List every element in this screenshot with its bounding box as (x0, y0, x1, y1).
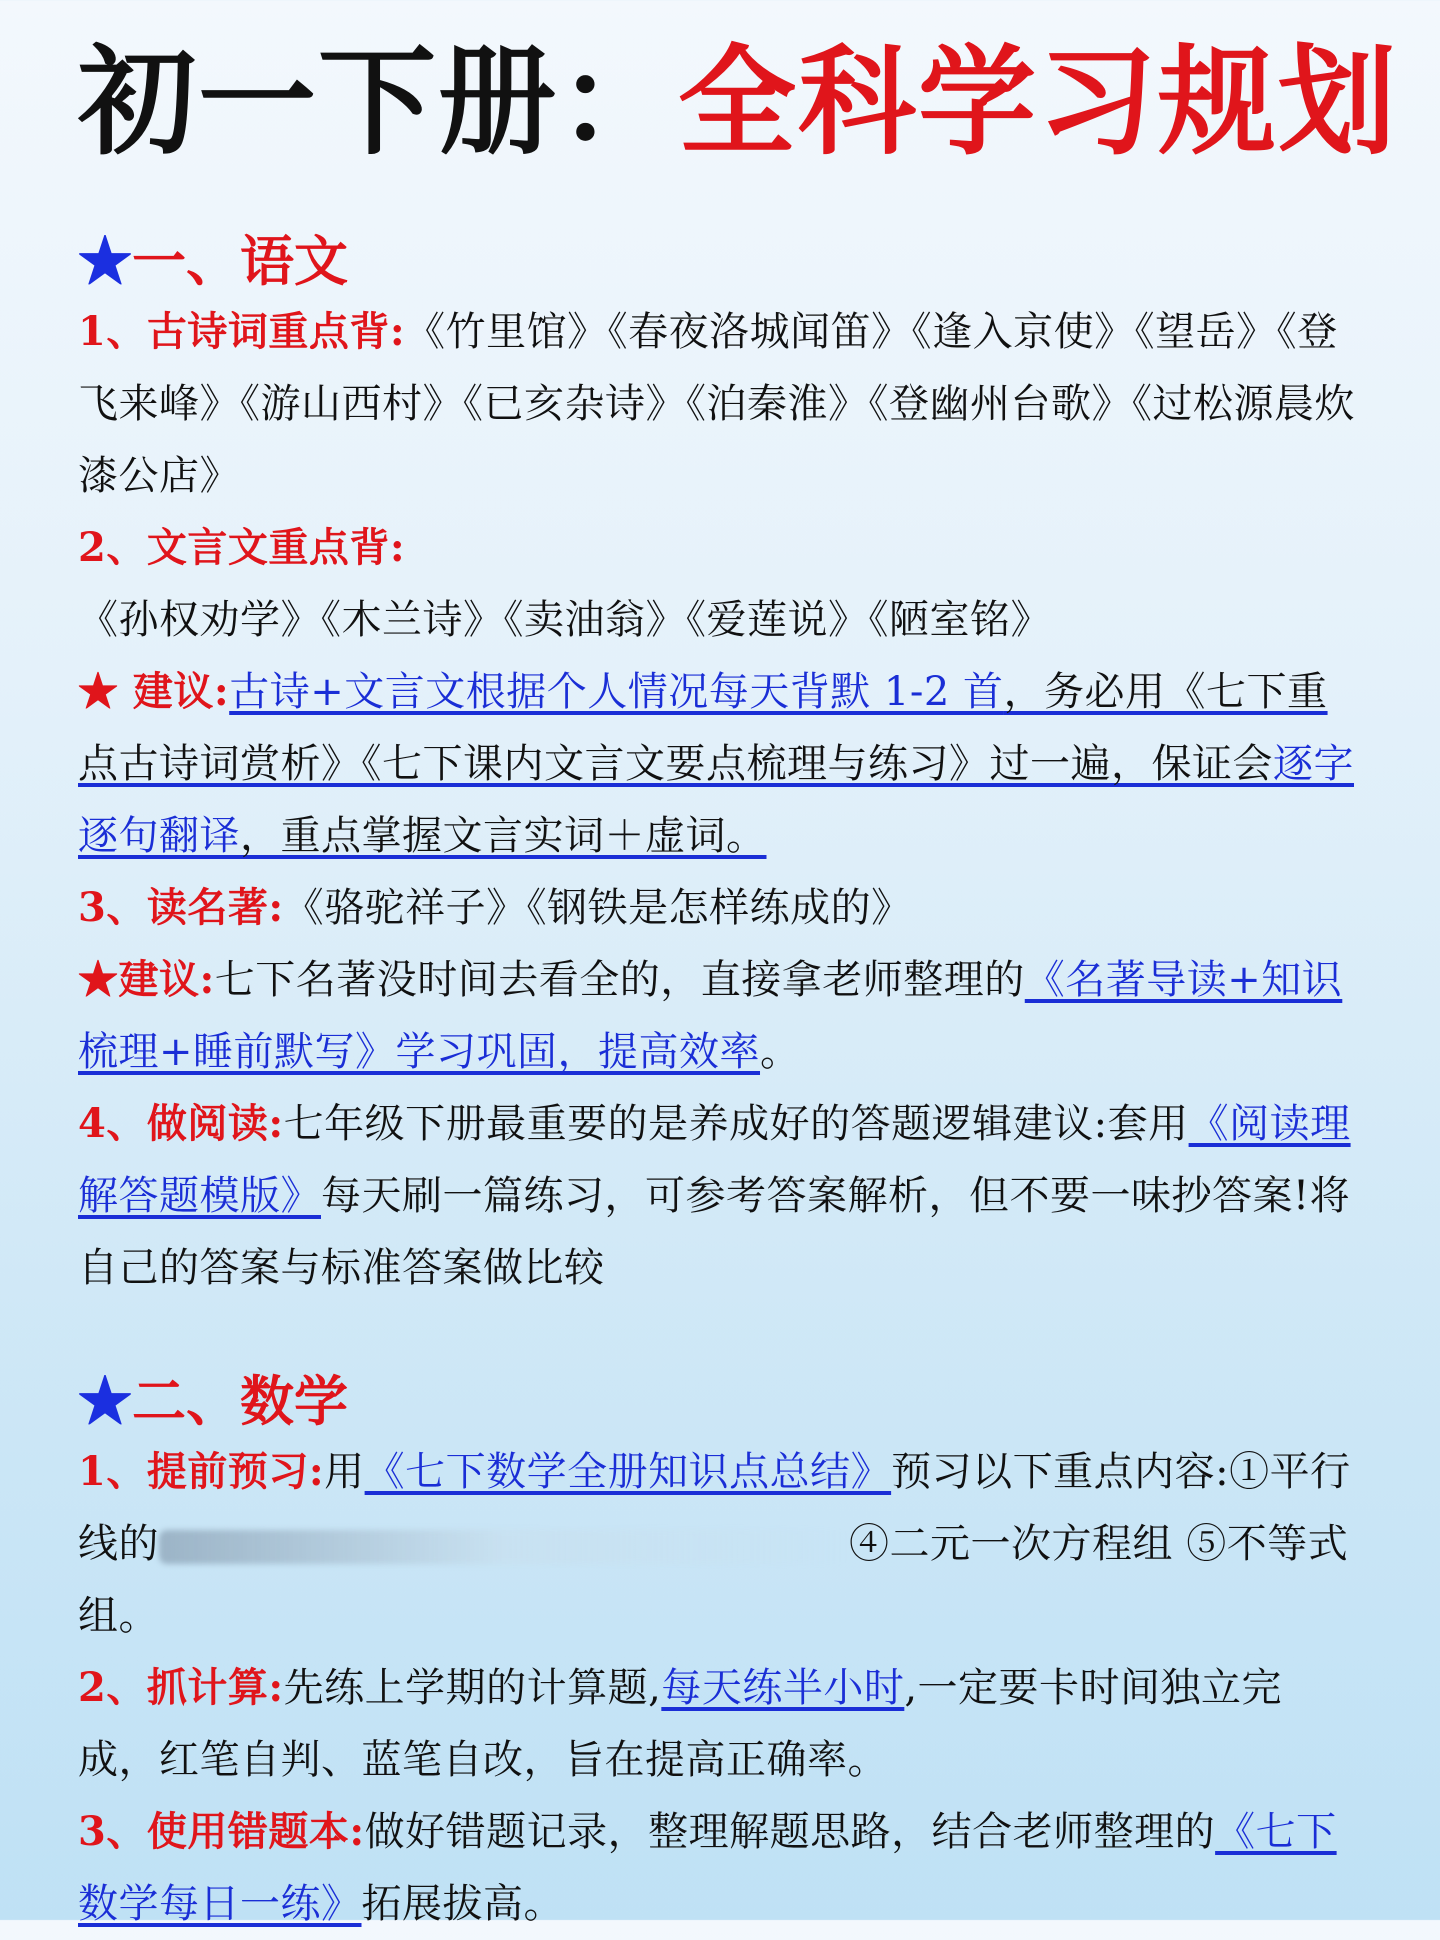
item-text: 七年级下册最重要的是养成好的答题逻辑建议:套用 (283, 1101, 1189, 1147)
advice-link-translate[interactable]: 逐字逐句翻译 (78, 741, 1354, 859)
item-label: 3、读名著: (78, 884, 284, 931)
item-link[interactable]: 《七下数学每日一练》 (78, 1809, 1337, 1927)
chinese-advice-1 (78, 656, 1362, 872)
chinese-item-poems (78, 296, 1362, 512)
advice-text: ，务必用《七下重点古诗词赏析》《七下课内文言文要点梳理与练习》过一遍，保证会 (78, 669, 1328, 787)
section-heading-chinese (78, 226, 1362, 296)
item-text: 《孙权劝学》《木兰诗》《卖油翁》《爱莲说》《陋室铭》 (78, 597, 1051, 643)
section-title: 一、语文 (132, 229, 348, 293)
item-label: 3、使用错题本: (78, 1808, 365, 1855)
item-text: 先练上学期的计算题, (283, 1665, 662, 1711)
advice-link[interactable]: 古诗+文言文根据个人情况每天背默 1-2 首 (229, 669, 1004, 715)
star-icon: ★ (78, 1369, 132, 1433)
item-label: 2、文言文重点背: (78, 524, 406, 571)
item-label: 2、抓计算: (78, 1664, 284, 1711)
page-title (78, 0, 1399, 172)
advice-text-end: ，重点掌握文言实词＋虚词。 (240, 813, 767, 859)
chinese-item-classical (78, 512, 1362, 656)
advice-label: ★建议: (78, 956, 215, 1003)
item-link[interactable]: 每天练半小时 (661, 1665, 905, 1711)
item-text: 做好错题记录，整理解题思路，结合老师整理的 (364, 1809, 1216, 1855)
item-link[interactable]: 《七下数学全册知识点总结》 (364, 1449, 892, 1495)
math-item-preview (78, 1436, 1362, 1652)
title-prefix: 初一下册： (78, 33, 679, 171)
chinese-item-reading (78, 1088, 1362, 1304)
advice-link[interactable]: 《名著导读+知识梳理+睡前默写》学习巩固，提高效率 (78, 957, 1343, 1075)
math-item-mistakes (78, 1796, 1362, 1940)
item-text-end: 每天刷一篇练习，可参考答案解析，但不要一味抄答案!将自己的答案与标准答案做比较 (78, 1173, 1351, 1291)
item-text-after-blur: ④二元一次方程组 ⑤不等式组。 (78, 1521, 1349, 1639)
item-text-end: 拓展拔高。 (361, 1881, 564, 1927)
star-icon: ★ (78, 229, 132, 293)
section-title: 二、数学 (132, 1369, 348, 1433)
section-heading-math (78, 1366, 1362, 1436)
item-text: 《骆驼祥子》《钢铁是怎样练成的》 (283, 885, 912, 931)
chinese-advice-2 (78, 944, 1362, 1088)
item-text: 《竹里馆》《春夜洛城闻笛》《逢入京使》《望岳》《登飞来峰》《游山西村》《已亥杂诗》《泊秦淮》《登幽州台歌》《过松源晨炊漆公店》 (78, 309, 1355, 499)
item-pre: 用 (324, 1449, 365, 1495)
item-label: 1、古诗词重点背: (78, 308, 406, 355)
item-label: 4、做阅读: (78, 1100, 284, 1147)
title-highlight: 全科学习规划 (678, 33, 1399, 171)
advice-label: ★ 建议: (78, 668, 230, 715)
item-label: 1、提前预习: (78, 1448, 325, 1495)
math-item-calculation (78, 1652, 1362, 1796)
item-link[interactable]: 《阅读理解答题模版》 (78, 1101, 1351, 1219)
advice-text: 七下名著没时间去看全的，直接拿老师整理的 (214, 957, 1025, 1003)
item-text: 预习以下重点内容:①平行线的 (78, 1449, 1351, 1567)
blurred-region (159, 1530, 849, 1564)
advice-text-end: 。 (760, 1029, 801, 1075)
chinese-item-books (78, 872, 1362, 944)
item-text-end: ,一定要卡时间独立完成，红笔自判、蓝笔自改，旨在提高正确率。 (78, 1665, 1283, 1783)
